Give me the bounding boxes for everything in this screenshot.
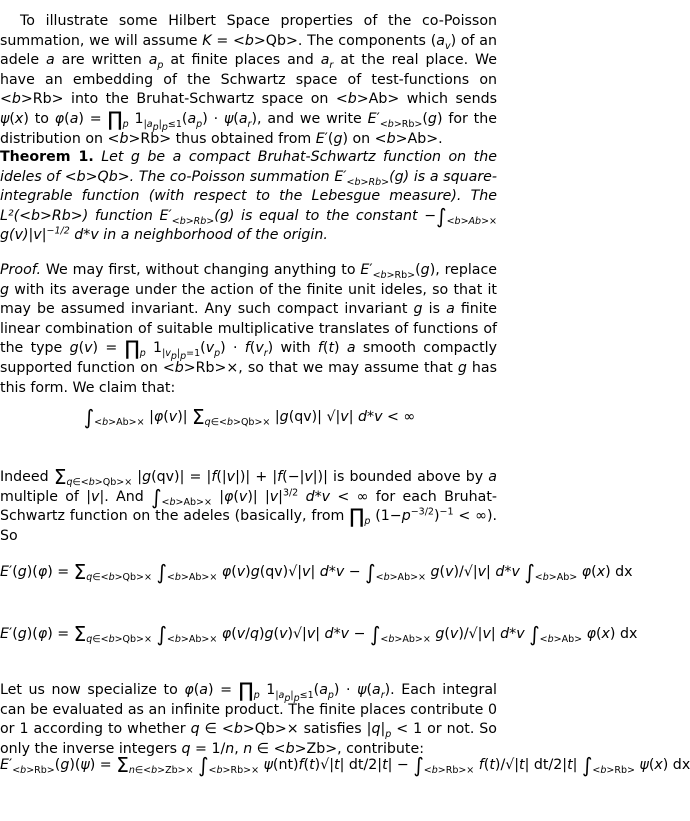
intro-paragraph: To illustrate some Hilbert Space properties of the co-Poisson summation, we will assume K = <b>Qb>. The components $(a_v)$ of an adele a are written $a_p$ at finite places and $a_r$ at the real place. We have an embedding of the Schwartz space of test-functions on <b>Rb> into the Bruhat-Schwartz space on <b>Ab> which sends ψ(x) to $\varphi(a) = \prod_p$ $1_{|a_p|_p\le 1}(a_p) \cdot \psi(a_r)$, and we write $E'_{<b>Rb>}(g)$ for the distribution on <b>Rb> thus obtained from E′(g) on <b>Ab>. bbox=[0, 13, 497, 147]
proof bbox=[0, 261, 497, 398]
theorem-label: Theorem 1. bbox=[0, 149, 94, 165]
equation-2: $E'(g)(\varphi) = \Sigma_{q\in<b>Qb>\times}$ $\int_{<b>Ab>\times}$ φ(v)g(qv)√|v| $d*v - \int_{<b>Ab>\times}$ g(v)/√|v| d*v $\int_{<b>Ab>}$ φ(x) dx bbox=[0, 560, 633, 584]
equation-4: $E'_{<b>Rb>}(g)(\psi) = \Sigma_{n\in<b>Zb>\times}$ $\int_{<b>Rb>\times}$ ψ(nt)f(t)√|t| $dt/2|t| - \int_{<b>Rb>\times}$ f(t)/√|t| dt/2|t| $\int_{<b>Rb>}$ ψ(x) dx bbox=[0, 753, 690, 777]
specialize-paragraph: Let us now specialize to $\varphi(a) = \prod_p$ $1_{|a_p|_p\le 1}(a_p) \cdot \psi(a_r)$. Each integral can be evaluated as an infinite product. The finite places contribute 0 or 1 according to whether q ∈ <b>Qb>× satisfies $|q|_p < 1$ or not. So only the inverse integers q = 1/n, n ∈ <b>Zb>, contribute: bbox=[0, 678, 497, 757]
theorem-text: Let g be a compact Bruhat-Schwartz function on the ideles of <b>Qb>. The co-Poisson summation $E'_{<b>Rb>}(g)$ is a square-integrable function (with respect to the Lebesgue measure). The L²(<b>Rb>) function $E'_{<b>Rb>}(g)$ is equal to the constant $-\int_{<b>Ab>\times}$ $g(v)|v|^{-1/2}$ d*v in a neighborhood of the origin. bbox=[0, 149, 497, 244]
proof-label: Proof. bbox=[0, 262, 42, 278]
proof-text: We may first, without changing anything to $E'_{<b>Rb>}(g)$, replace g with its average under the action of the finite unit ideles, so that it may be assumed invariant. Any such compact invariant g is a finite linear combination of suitable multiplicative translates of functions of the type $g(v) = \prod_p$ $1_{|v_p|_p=1}(v_p) \cdot f(v_r)$ with f(t) a smooth compactly supported function on <b>Rb>×, so that we may assume that g has this form. We claim that: bbox=[0, 262, 498, 396]
theorem-1 bbox=[0, 148, 497, 246]
bound-paragraph: Indeed $\Sigma_{q\in<b>Qb>\times}$ |g(qv)| = |f(|v|)| + |f(−|v|)| is bounded above by a multiple of |v|. And $\int_{<b>Ab>\times}$ |φ(v)| $|v|^{3/2}$ d*v < ∞ for each Bruhat-Schwartz function on the adeles (basically, from $\prod_p$ $(1-p^{-3/2})^{-1}$ < ∞). So bbox=[0, 465, 498, 544]
equation-1: $\int_{<b>Ab>\times}$ |φ(v)| $\Sigma_{q\in<b>Qb>\times}$ |g(qv)| √|v| d*v < ∞ bbox=[83, 405, 416, 429]
equation-3: $E'(g)(\varphi) = \Sigma_{q\in<b>Qb>\times}$ $\int_{<b>Ab>\times}$ φ(v/q)g(v)√|v| $d*v - \int_{<b>Ab>\times}$ g(v)/√|v| d*v $\int_{<b>Ab>}$ φ(x) dx bbox=[0, 622, 638, 646]
